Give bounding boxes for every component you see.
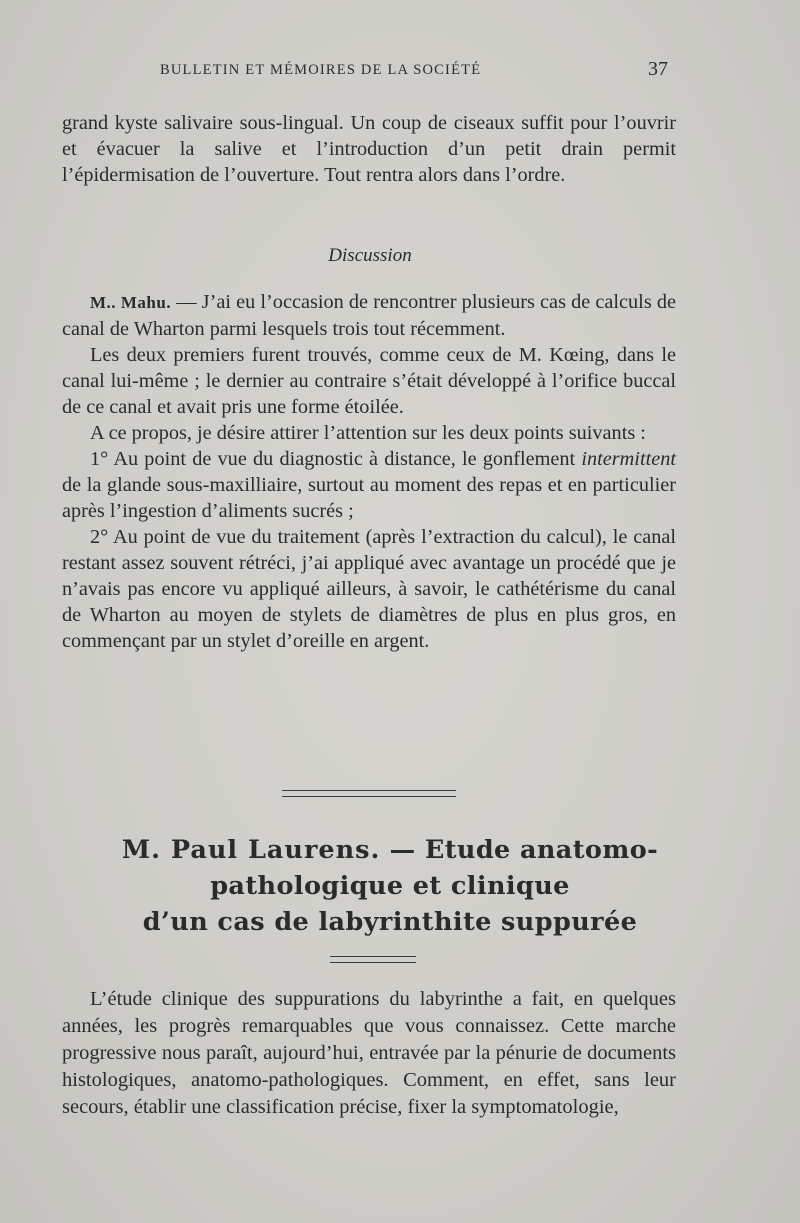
running-head: BULLETIN ET MÉMOIRES DE LA SOCIÉTÉ	[160, 62, 482, 78]
discussion-paragraph-1-text: — J’ai eu l’occasion de rencontrer plusieurs cas de calculs de canal de Wharton parmi lesquels trois tout récemment.	[62, 291, 677, 340]
discussion-paragraph-3: A ce propos, je désire attirer l’attention sur les deux points suivants :	[90, 422, 646, 444]
discussion-paragraph-5: 2° Au point de vue du traitement (après l’extraction du calcul), le canal restant assez souvent rétréci, j’ai appliqué avec avantage un procédé que je n’avais pas encore vu appliqué ailleurs, à savoir, le cathétérisme du canal de Wharton au moyen de stylets de diamètres de plus en plus gros, en commençant par un stylet d’oreille en argent.	[62, 526, 676, 652]
discussion-section	[62, 289, 676, 654]
title-line-3: d’un cas de labyrinthite suppurée	[142, 907, 638, 937]
article-paragraph-1: L’étude clinique des suppurations du labyrinthe a fait, en quelques années, les progrès remarquables que vous connaissez. Cette marche progressive nous paraît, aujourd’hui, entravée par la pénurie de documents histologiques, anatomo-pathologiques. Comment, en effet, sans leur secours, établir une classification précise, fixer la symptomatologie,	[62, 988, 676, 1118]
speaker-name: M.. Mahu.	[90, 293, 172, 312]
author-name: M. Paul Laurens.	[121, 835, 381, 865]
title-line-1	[60, 832, 720, 868]
page-number: 37	[648, 58, 668, 80]
discussion-paragraph-4	[62, 446, 676, 524]
title-divider	[330, 956, 416, 963]
discussion-paragraph-2: Les deux premiers furent trouvés, comme ceux de M. Kœing, dans le canal lui-même ; le dernier au contraire s’était développé à l’orifice buccal de ce canal et avait pris une forme étoilée.	[62, 344, 676, 418]
discussion-heading: Discussion	[328, 245, 412, 266]
title-part-1: — Etude anatomo-	[380, 835, 659, 865]
continuation-paragraph	[62, 110, 676, 188]
emphasis-intermittent: intermittent	[581, 448, 676, 470]
continuation-text: grand kyste salivaire sous-lingual. Un coup de ciseaux suffit pour l’ouvrir et évacuer la salive et l’introduction d’un petit drain permit l’épidermisation de l’ouverture. Tout rentra alors dans l’ordre.	[62, 112, 676, 186]
article-body	[62, 986, 676, 1121]
title-line-2: pathologique et clinique	[210, 871, 570, 901]
section-divider	[282, 790, 456, 797]
paragraph-4-end: de la glande sous-maxilliaire, surtout au moment des repas et en particulier après l’ingestion d’aliments sucrés ;	[62, 474, 676, 522]
discussion-paragraph-1	[62, 289, 676, 342]
paragraph-4-start: 1° Au point de vue du diagnostic à distance, le gonflement	[90, 448, 582, 470]
article-title	[60, 832, 720, 940]
